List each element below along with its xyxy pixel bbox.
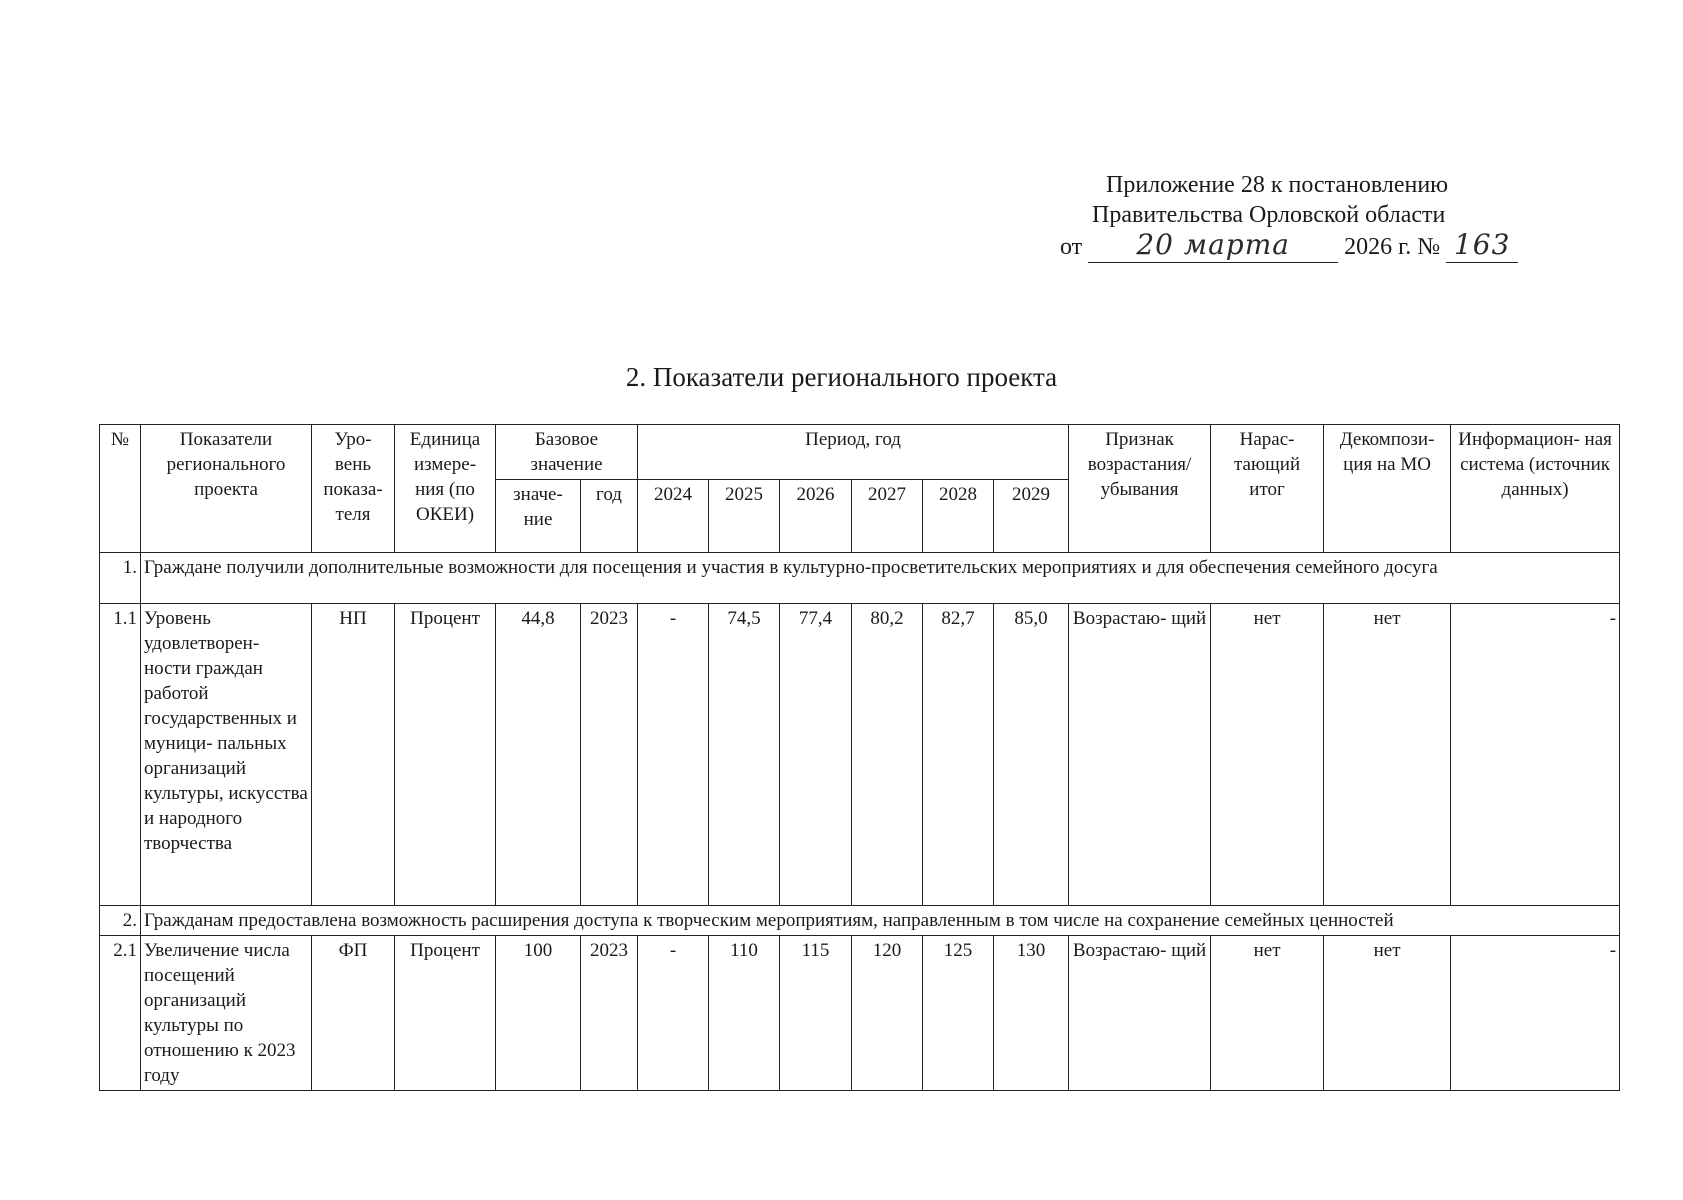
- row-info-system: -: [1451, 936, 1620, 1091]
- row-num: 2.1: [100, 936, 141, 1091]
- row-unit: Процент: [395, 604, 496, 906]
- row-value: 120: [852, 936, 923, 1091]
- page-title: 2. Показатели регионального проекта: [625, 362, 1058, 392]
- header-unit: Единица измере- ния (по ОКЕИ): [395, 425, 496, 553]
- header-year: 2029: [994, 480, 1069, 553]
- header-year: 2026: [780, 480, 852, 553]
- appendix-block: [1060, 170, 1580, 263]
- row-trend: Возрастаю- щий: [1069, 604, 1211, 906]
- row-value: 85,0: [994, 604, 1069, 906]
- appendix-line-2: Правительства Орловской области: [1092, 202, 1446, 228]
- section-num: 1.: [100, 553, 141, 604]
- row-value: 130: [994, 936, 1069, 1091]
- row-decomposition: нет: [1324, 604, 1451, 906]
- section-row: [100, 906, 1620, 936]
- row-unit: Процент: [395, 936, 496, 1091]
- row-value: 77,4: [780, 604, 852, 906]
- table-row: [100, 604, 1620, 906]
- row-value: -: [638, 936, 709, 1091]
- header-year: 2024: [638, 480, 709, 553]
- appendix-line-1: Приложение 28 к постановлению: [1106, 172, 1449, 198]
- indicators-table: [99, 424, 1620, 1091]
- header-trend: Признак возрастания/ убывания: [1069, 425, 1211, 553]
- row-name: Уровень удовлетворен- ности граждан работой государственных и муници- пальных организаций культуры, искусства и народного творчества: [141, 604, 312, 906]
- row-cumulative: нет: [1211, 604, 1324, 906]
- handwritten-number: 163: [1453, 228, 1511, 261]
- row-cumulative: нет: [1211, 936, 1324, 1091]
- header-decomposition: Декомпози- ция на МО: [1324, 425, 1451, 553]
- header-base-value: значе- ние: [496, 480, 581, 553]
- header-period: Период, год: [638, 425, 1069, 480]
- row-base-year: 2023: [581, 604, 638, 906]
- row-name: Увеличение числа посещений организаций культуры по отношению к 2023 году: [141, 936, 312, 1091]
- handwritten-date: 20 марта: [1136, 228, 1290, 261]
- header-base: Базовое значение: [496, 425, 638, 480]
- header-base-year: год: [581, 480, 638, 553]
- row-trend: Возрастаю- щий: [1069, 936, 1211, 1091]
- section-title: Граждане получили дополнительные возможности для посещения и участия в культурно-просветительских мероприятиях и для обеспечения семейного досуга: [141, 553, 1620, 604]
- row-value: 82,7: [923, 604, 994, 906]
- row-base-value: 100: [496, 936, 581, 1091]
- row-value: 74,5: [709, 604, 780, 906]
- row-info-system: -: [1451, 604, 1620, 906]
- header-info-system: Информацион- ная система (источник данных): [1451, 425, 1620, 553]
- header-year: 2027: [852, 480, 923, 553]
- row-level: НП: [312, 604, 395, 906]
- section-num: 2.: [100, 906, 141, 936]
- section-title: Гражданам предоставлена возможность расширения доступа к творческим мероприятиям, направленным в том числе на сохранение семейных ценностей: [141, 906, 1620, 936]
- row-decomposition: нет: [1324, 936, 1451, 1091]
- row-value: 110: [709, 936, 780, 1091]
- table-row: [100, 936, 1620, 1091]
- header-num: №: [100, 425, 141, 553]
- row-value: -: [638, 604, 709, 906]
- header-cumulative: Нарас- тающий итог: [1211, 425, 1324, 553]
- header-year: 2025: [709, 480, 780, 553]
- row-base-value: 44,8: [496, 604, 581, 906]
- header-level: Уро- вень показа- теля: [312, 425, 395, 553]
- row-value: 125: [923, 936, 994, 1091]
- header-year: 2028: [923, 480, 994, 553]
- appendix-line-3: [1060, 230, 1580, 263]
- row-base-year: 2023: [581, 936, 638, 1091]
- row-value: 115: [780, 936, 852, 1091]
- row-num: 1.1: [100, 604, 141, 906]
- year-suffix: 2026 г. №: [1344, 234, 1441, 260]
- from-prefix: от: [1060, 234, 1083, 260]
- section-row: [100, 553, 1620, 604]
- header-indicator: Показатели регионального проекта: [141, 425, 312, 553]
- row-value: 80,2: [852, 604, 923, 906]
- row-level: ФП: [312, 936, 395, 1091]
